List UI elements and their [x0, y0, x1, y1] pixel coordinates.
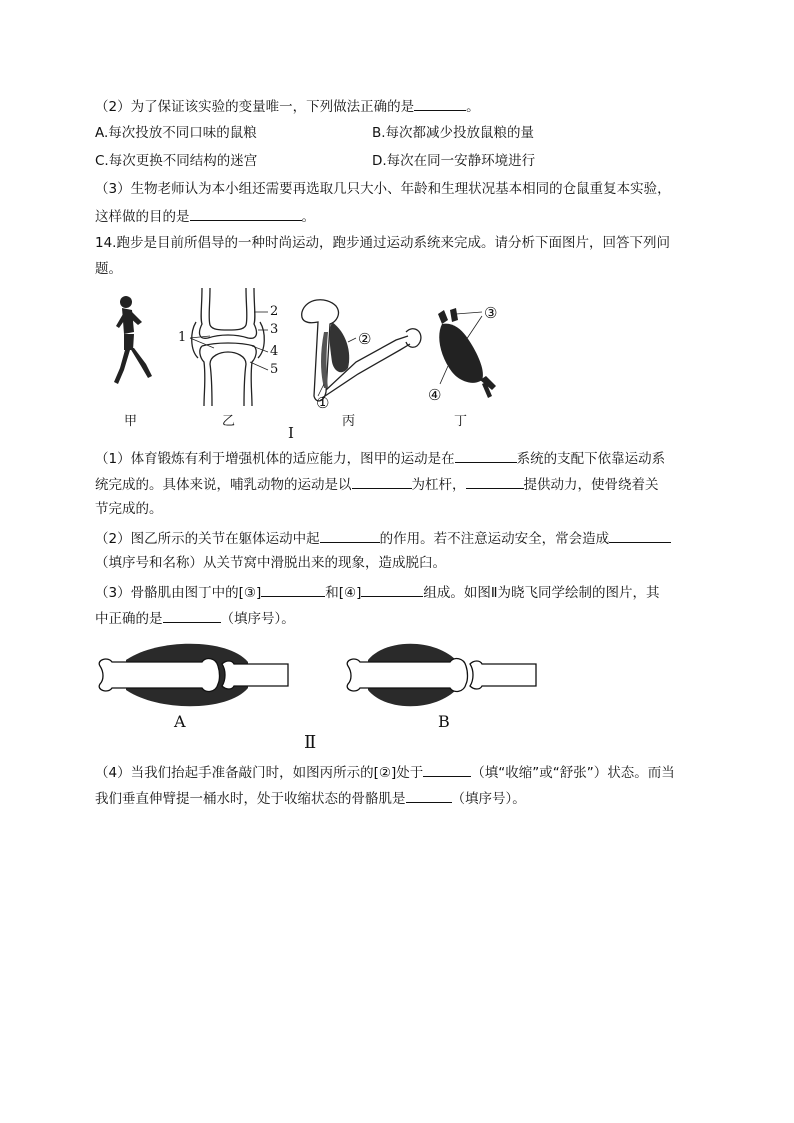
figure-one-roman: Ⅰ — [288, 424, 294, 442]
answer-blank[interactable] — [352, 474, 412, 489]
runner-figure — [108, 292, 158, 392]
arm-marker-2: ② — [358, 330, 372, 348]
q14-p2-line1: （2）图乙所示的关节在躯体运动中起 的作用。若不注意运动安全，常会造成 — [95, 528, 671, 548]
q3-line2: 这样做的目的是 。 — [95, 206, 315, 226]
arm-marker-1: ① — [316, 394, 330, 412]
q14-p4-line1: （4）当我们抬起手准备敲门时，如图丙所示的[②]处于 （填“收缩”或“舒张”）状态。而当 — [95, 762, 675, 782]
answer-blank[interactable] — [423, 762, 471, 777]
joint-number-3: 3 — [270, 322, 279, 337]
bone-muscle-drawing-b — [346, 640, 542, 710]
fig-label-jia: 甲 — [124, 414, 138, 429]
joint-number-2: 2 — [270, 304, 279, 319]
answer-blank[interactable] — [466, 474, 524, 489]
option-b: B.每次都减少投放鼠粮的量 — [372, 125, 535, 141]
joint-number-5: 5 — [270, 362, 279, 377]
fig-label-ding: 丁 — [454, 414, 468, 429]
option-c: C.每次更换不同结构的迷宫 — [95, 153, 258, 169]
q14-p2-line2: （填序号和名称）从关节窝中滑脱出来的现象，造成脱臼。 — [95, 555, 446, 571]
option-d: D.每次在同一安静环境进行 — [372, 153, 536, 169]
answer-blank[interactable] — [406, 788, 452, 803]
bone-muscle-drawing-a — [98, 640, 294, 710]
answer-blank[interactable] — [609, 528, 671, 543]
q14-p1-line1: （1）体育锻炼有利于增强机体的适应能力，图甲的运动是在 系统的支配下依靠运动系 — [95, 448, 665, 468]
answer-blank[interactable] — [361, 582, 423, 597]
figure-two-roman: Ⅱ — [304, 732, 317, 753]
joint-number-4: 4 — [270, 344, 279, 359]
fig2-label-a: A — [174, 712, 186, 731]
q14-intro-1: 14.跑步是目前所倡导的一种时尚运动，跑步通过运动系统来完成。请分析下面图片，回答下列问 — [95, 235, 670, 251]
answer-blank[interactable] — [163, 608, 221, 623]
answer-blank[interactable] — [414, 96, 466, 111]
answer-blank[interactable] — [190, 206, 302, 221]
fig-label-bing: 丙 — [342, 414, 356, 429]
q14-p1-line2: 统完成的。具体来说，哺乳动物的运动是以 为杠杆， 提供动力，使骨绕着关 — [95, 474, 659, 494]
muscle-marker-3: ③ — [484, 304, 498, 322]
muscle-marker-4: ④ — [428, 386, 442, 404]
q14-p3-line1: （3）骨骼肌由图丁中的[③] 和[④] 组成。如图Ⅱ为晓飞同学绘制的图片，其 — [95, 582, 660, 602]
option-a: A.每次投放不同口味的鼠粮 — [95, 125, 257, 141]
q2-stem: （2）为了保证该实验的变量唯一，下列做法正确的是 。 — [95, 96, 480, 116]
fig-label-yi: 乙 — [222, 414, 236, 429]
fig2-label-b: B — [438, 712, 450, 731]
answer-blank[interactable] — [455, 448, 517, 463]
answer-blank[interactable] — [320, 528, 380, 543]
q3-line1: （3）生物老师认为本小组还需要再选取几只大小、年龄和生理状况基本相同的仓鼠重复本实验， — [95, 181, 671, 197]
answer-blank[interactable] — [261, 582, 325, 597]
joint-number-1: 1 — [178, 330, 187, 345]
q14-p1-line3: 节完成的。 — [95, 501, 163, 517]
q14-intro-2: 题。 — [95, 261, 122, 277]
q14-p4-line2: 我们垂直伸臂提一桶水时，处于收缩状态的骨骼肌是 （填序号）。 — [95, 788, 526, 808]
q14-p3-line2: 中正确的是 （填序号）。 — [95, 608, 295, 628]
